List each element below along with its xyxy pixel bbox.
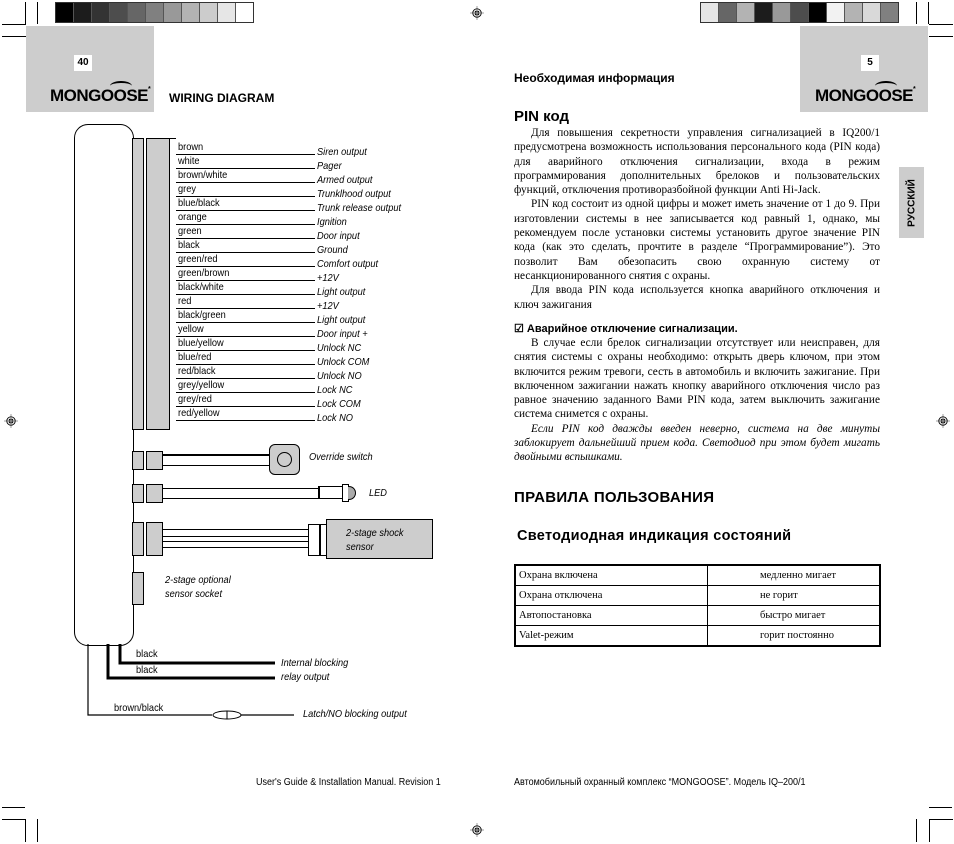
pin-section-text <box>514 126 880 312</box>
mongoose-logo: MONGOOSE* <box>815 86 915 106</box>
wire-color-label: black <box>136 648 158 660</box>
section-title: WIRING DIAGRAM <box>169 91 275 105</box>
wire-color-label: white <box>178 155 200 167</box>
paragraph: Для повышения секретности управления сигнализацией в IQ200/1 предусмотрена возможность использования персонального кода (PIN кода) для аварийного отключения сигнализации, входа в режим программирования дополнительных брелоков и пользовательских функций, отключения противоразбойной функции Anti Hi-Jack. <box>514 127 880 197</box>
wire-color-label: grey/red <box>178 393 212 405</box>
wire-color-label: green/brown <box>178 267 230 279</box>
wire-function-label: Armed output <box>317 174 373 186</box>
state-cell: Охрана включена <box>515 565 708 586</box>
table-row <box>515 606 880 626</box>
state-cell: Valet-режим <box>515 626 708 647</box>
right-footer: Автомобильный охранный комплекс “MONGOOSE”. Модель IQ–200/1 <box>514 777 806 788</box>
wire-color-label: green <box>178 225 202 237</box>
section-title: Необходимая информация <box>514 71 675 85</box>
led-indication-table <box>514 564 881 647</box>
relay-output-label-line2: relay output <box>281 671 330 683</box>
wire-function-label: Lock NO <box>317 412 353 424</box>
wire-function-label: Trunk release output <box>317 202 402 214</box>
state-cell: Охрана отключена <box>515 586 708 606</box>
wire-color-label: brown/black <box>114 702 164 714</box>
wire-function-label: Light output <box>317 314 366 326</box>
indication-cell: горит постоянно <box>708 626 881 647</box>
wire-function-label: Lock COM <box>317 398 361 410</box>
paragraph: PIN код состоит из одной цифры и может иметь значение от 1 до 9. При изготовлении системы в нее записывается код равный 1, однако, мы рекомендуем после установки системы установить другое значение PIN кода (как это сделать, прочтите в разделе “Программирование”). Это позволит Вам обезопасить свою охранную систему от несанкционированного снятия с охраны. <box>514 198 880 282</box>
led-indication-heading: Светодиодная индикация состояний <box>517 528 792 544</box>
paragraph: В случае если брелок сигнализации отсутствует или неисправен, для снятия системы с охраны необходимо: открыть дверь ключом, при этом включится режим тревоги, сесть в автомобиль и включить зажигание. При включенном зажигании нажать кнопку аварийного отключения число раз равное значению заданного Вами PIN кода, затем выключить зажигание система снимется с охраны. <box>514 337 880 421</box>
wire-color-label: blue/black <box>178 197 220 209</box>
wire-function-label: Pager <box>317 160 342 172</box>
wire-color-label: black/white <box>178 281 224 293</box>
wire-function-label: Ignition <box>317 216 347 228</box>
language-tab-label: РУССКИЙ <box>906 178 917 227</box>
override-switch-label: Override switch <box>309 451 373 463</box>
wire-color-label: red/black <box>178 365 216 377</box>
indication-cell: медленно мигает <box>708 565 881 586</box>
emergency-heading: ☑ Аварийное отключение сигнализации. <box>514 323 738 335</box>
page-number: 5 <box>861 55 879 71</box>
wire-function-label: Comfort output <box>317 258 379 270</box>
wire-color-label: black <box>178 239 200 251</box>
wire-color-label: black/green <box>178 309 226 321</box>
wire-color-label: red <box>178 295 192 307</box>
wire-color-label: grey <box>178 183 196 195</box>
optional-socket-label-line1: 2-stage optional <box>165 574 231 586</box>
left-footer: User's Guide & Installation Manual. Revision 1 <box>256 777 441 788</box>
optional-socket-label-line2: sensor socket <box>165 588 223 600</box>
wire-function-label: Ground <box>317 244 348 256</box>
right-header-box <box>800 26 928 112</box>
wire-function-label: Siren output <box>317 146 367 158</box>
led-label: LED <box>369 487 387 499</box>
mongoose-logo: MONGOOSE* <box>50 86 150 106</box>
note-paragraph: Если PIN код дважды введен неверно, система на две минуты заблокирует дальнейший прием кода. Светодиод при этом будет мигать двойными вспышками. <box>514 422 880 464</box>
paragraph: Для ввода PIN кода используется кнопка аварийного отключения и ключ зажигания <box>514 284 880 311</box>
wire-color-label: blue/red <box>178 351 212 363</box>
state-cell: Автопостановка <box>515 606 708 626</box>
wire-color-label: black <box>136 664 158 676</box>
indication-cell: быстро мигает <box>708 606 881 626</box>
table-row <box>515 565 880 586</box>
indication-cell: не горит <box>708 586 881 606</box>
relay-output-label-line1: Internal blocking <box>281 657 349 669</box>
language-tab[interactable] <box>899 167 924 238</box>
wire-color-label: blue/yellow <box>178 337 224 349</box>
page-number: 40 <box>74 55 92 71</box>
wire-function-label: +12V <box>317 272 339 284</box>
wire-color-label: yellow <box>178 323 204 335</box>
wire-function-label: Unlock NO <box>317 370 362 382</box>
wire-function-label: Light output <box>317 286 366 298</box>
pin-heading: PIN код <box>514 108 569 125</box>
table-row <box>515 626 880 647</box>
latch-output-label: Latch/NO blocking output <box>303 708 407 720</box>
table-row <box>515 586 880 606</box>
wire-function-label: Trunklhood output <box>317 188 391 200</box>
wire-color-label: green/red <box>178 253 218 265</box>
wire-function-label: Unlock COM <box>317 356 370 368</box>
wire-color-label: brown/white <box>178 169 228 181</box>
wire-function-label: Lock NC <box>317 384 353 396</box>
wire-function-label: Door input <box>317 230 360 242</box>
wire-color-label: grey/yellow <box>178 379 225 391</box>
shock-sensor-label-line2: sensor <box>346 541 374 553</box>
wire-color-label: orange <box>178 211 207 223</box>
wire-function-label: Door input + <box>317 328 368 340</box>
emergency-section-text <box>514 336 880 465</box>
wire-color-label: red/yellow <box>178 407 220 419</box>
shock-sensor-label-line1: 2-stage shock <box>346 527 404 539</box>
wire-function-label: Unlock NC <box>317 342 362 354</box>
rules-heading: ПРАВИЛА ПОЛЬЗОВАНИЯ <box>514 489 715 506</box>
wire-color-label: brown <box>178 141 204 153</box>
wire-function-label: +12V <box>317 300 339 312</box>
